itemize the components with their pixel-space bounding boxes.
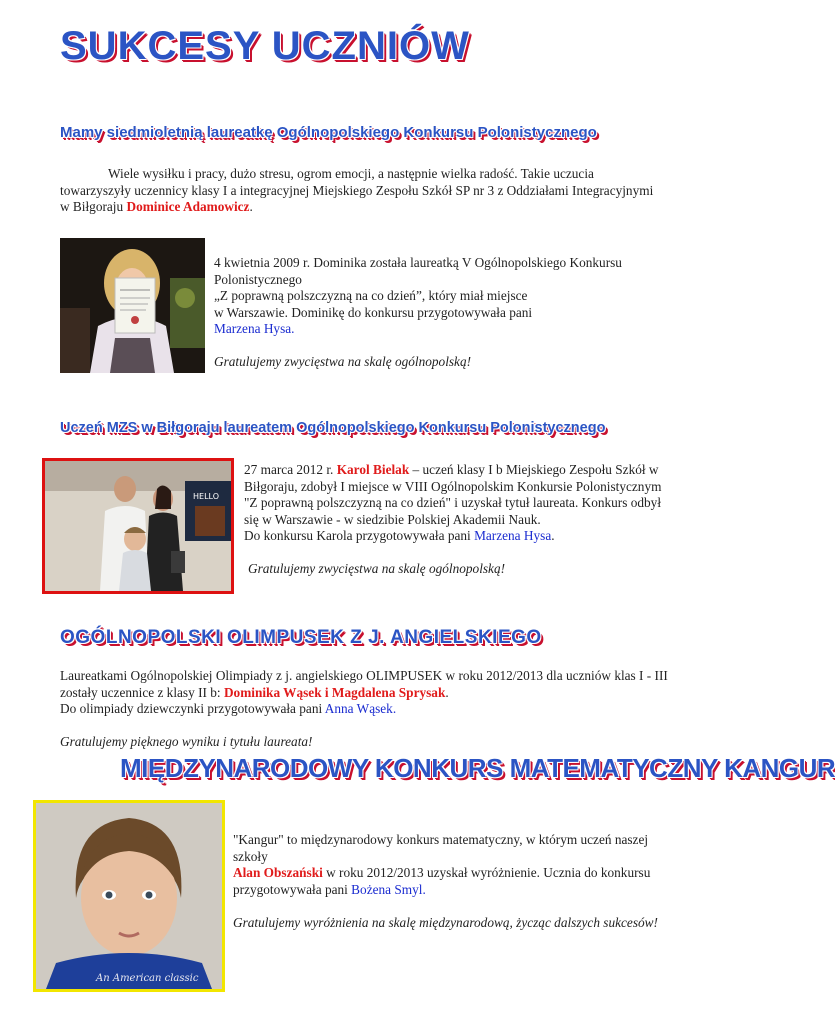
section1-line3: w Warszawie. Dominikę do konkursu przygotowywała pani bbox=[214, 304, 533, 320]
section3-prep bbox=[60, 701, 670, 718]
section2-text: – uczeń klasy I b Miejskiego Zespołu Szkół w Biłgoraju, zdobył I miejsce w VIII Ogólnopolskim Konkursie Polonistycznym "Z poprawną polszczyzną na co dzień" i uzyskał tytuł laureata. Konkurs odbył się w Warszawie - w siedzibie Polskiej Akademii Nauk. bbox=[244, 462, 662, 527]
shirt-text: An American classic bbox=[96, 973, 199, 984]
section1-congrats: Gratulujemy zwycięstwa na skalę ogólnopolską! bbox=[214, 354, 472, 369]
section4-teacher: Bożena Smyl. bbox=[351, 881, 426, 897]
section4-text1: "Kangur" to międzynarodowy konkurs matematyczny, w którym uczeń naszej szkoły bbox=[233, 832, 649, 864]
section2-prep-text: Do konkursu Karola przygotowywała pani bbox=[244, 528, 475, 543]
page-title: SUKCESY UCZNIÓW bbox=[60, 24, 470, 68]
section4-congrats: Gratulujemy wyróżnienia na skalę międzynarodową, życząc dalszych sukcesów! bbox=[233, 914, 658, 930]
section3-text-end: . bbox=[445, 684, 449, 700]
section2-photo bbox=[42, 458, 234, 594]
section4-text2: w roku 2012/2013 uzyskał wyróżnienie. Ucznia do konkursu przygotowywała pani bbox=[233, 865, 651, 897]
section1-student-name: Dominice Adamowicz bbox=[126, 199, 250, 214]
section4-body bbox=[233, 832, 663, 931]
section2-body bbox=[244, 462, 664, 578]
section3-body bbox=[60, 668, 670, 751]
section3-heading: OGÓLNOPOLSKI OLIMPUSEK Z J. ANGIELSKIEGO bbox=[60, 627, 542, 648]
section3-text: Laureatkami Ogólnopolskiej Olimpiady z j. angielskiego OLIMPUSEK w roku 2012/2013 dla uczniów klas I - III zostały uczennice z klasy II b: bbox=[60, 668, 668, 700]
section2-student-name: Karol Bielak bbox=[336, 462, 410, 477]
section4-paragraph bbox=[233, 865, 663, 898]
section1-body bbox=[214, 255, 674, 371]
section2-heading: Uczeń MZS w Biłgoraju laureatem Ogólnopolskiego Konkursu Polonistycznego bbox=[60, 420, 606, 436]
section3-congrats: Gratulujemy pięknego wyniku i tytułu laureata! bbox=[60, 734, 313, 749]
section3-student-names: Dominika Wąsek i Magdalena Sprysak bbox=[223, 684, 446, 700]
girl-diploma-image bbox=[60, 238, 205, 373]
section1-intro-end: . bbox=[249, 199, 253, 214]
section3-paragraph bbox=[60, 668, 670, 701]
section4-student-name: Alan Obszański bbox=[233, 865, 323, 880]
section1-intro bbox=[60, 166, 660, 216]
section4-photo bbox=[33, 800, 225, 992]
section2-teacher: Marzena Hysa bbox=[474, 528, 552, 543]
section3-prep-text: Do olimpiady dziewczynki przygotowywała pani bbox=[60, 701, 325, 716]
section2-prep-end: . bbox=[551, 528, 555, 543]
section4-heading: MIĘDZYNARODOWY KONKURS MATEMATYCZNY KANGUR bbox=[120, 753, 835, 783]
section1-photo bbox=[60, 238, 205, 373]
section1-line2: „Z poprawną polszczyzną na co dzień”, który miał miejsce bbox=[214, 288, 528, 303]
section1-line1: 4 kwietnia 2009 r. Dominika została laureatką V Ogólnopolskiego Konkursu Polonistycznego bbox=[214, 255, 622, 287]
section1-intro-text: Wiele wysiłku i pracy, dużo stresu, ogrom emocji, a następnie wielka radość. Takie uczucia towarzyszyły uczennicy klasy I a integracyjnej Miejskiego Zespołu Szkół SP nr 3 z Oddziałami Integracyjnymi w Biłgoraju bbox=[60, 166, 654, 214]
family-photo-image bbox=[45, 461, 231, 591]
section2-paragraph bbox=[244, 462, 664, 528]
section2-congrats: Gratulujemy zwycięstwa na skalę ogólnopolską! bbox=[248, 561, 506, 576]
section1-teacher: Marzena Hysa. bbox=[214, 321, 295, 336]
poster-text: HELLO bbox=[193, 492, 219, 501]
section2-date: 27 marca 2012 r. bbox=[244, 462, 337, 477]
section2-prep bbox=[244, 528, 664, 545]
boy-portrait-image bbox=[36, 803, 222, 989]
section3-teacher: Anna Wąsek. bbox=[324, 701, 397, 716]
section1-heading: Mamy siedmioletnią laureatkę Ogólnopolskiego Konkursu Polonistycznego bbox=[60, 124, 597, 141]
